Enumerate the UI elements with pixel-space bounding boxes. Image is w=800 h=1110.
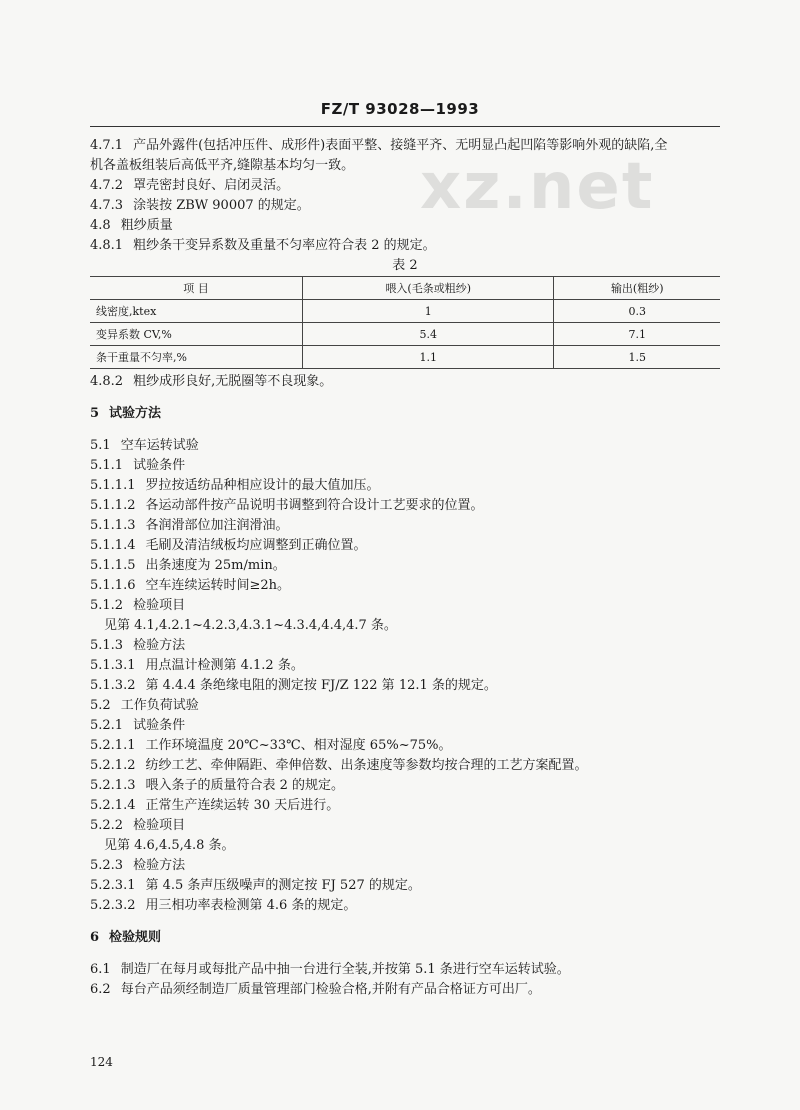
clause-5-2-1-3: 5.2.1.3 喂入条子的质量符合表 2 的规定。 — [90, 778, 345, 793]
table-caption: 表 2 — [392, 258, 418, 273]
clause-5-2-3-1: 5.2.3.1 第 4.5 条声压级噪声的测定按 FJ 527 的规定。 — [90, 878, 421, 893]
clause-5-2-1-1: 5.2.1.1 工作环境温度 20℃~33℃、相对湿度 65%~75%。 — [90, 738, 452, 753]
clause-5-2-2: 5.2.2 检验项目 — [90, 818, 186, 833]
clause-5-2-2-text: 见第 4.6,4.5,4.8 条。 — [104, 838, 235, 853]
table-cell: 1.5 — [554, 346, 720, 369]
document-body — [90, 136, 720, 1000]
table-cell: 5.4 — [303, 323, 554, 346]
table-cell: 变异系数 CV,% — [90, 323, 303, 346]
clause-5-2-1-2: 5.2.1.2 纺纱工艺、牵伸隔距、牵伸倍数、出条速度等参数均按合理的工艺方案配置。 — [90, 758, 588, 773]
clause-4-7-1: 4.7.1 产品外露件(包括冲压件、成形件)表面平整、接缝平齐、无明显凸起凹陷等影响外观的缺陷,全 — [90, 138, 668, 153]
table-row — [90, 346, 720, 369]
section-5-heading: 5 试验方法 — [90, 406, 162, 421]
clause-5-1-2: 5.1.2 检验项目 — [90, 598, 186, 613]
table-header-row — [90, 277, 720, 300]
table-header-cell: 输出(粗纱) — [554, 277, 720, 300]
clause-4-8-2: 4.8.2 粗纱成形良好,无脱圈等不良现象。 — [90, 374, 333, 389]
section-6-heading: 6 检验规则 — [90, 930, 162, 945]
table-header-cell: 项 目 — [90, 277, 303, 300]
clause-5-2-1: 5.2.1 试验条件 — [90, 718, 186, 733]
clause-5-1-1-5: 5.1.1.5 出条速度为 25m/min。 — [90, 558, 286, 573]
clause-4-8-1: 4.8.1 粗纱条干变异系数及重量不匀率应符合表 2 的规定。 — [90, 238, 436, 253]
standard-code-header: FZ/T 93028—1993 — [320, 100, 480, 118]
clause-4-7-3: 4.7.3 涂装按 ZBW 90007 的规定。 — [90, 198, 310, 213]
clause-5-2-1-4: 5.2.1.4 正常生产连续运转 30 天后进行。 — [90, 798, 340, 813]
clause-5-1-3-1: 5.1.3.1 用点温计检测第 4.1.2 条。 — [90, 658, 304, 673]
clause-5-2: 5.2 工作负荷试验 — [90, 698, 199, 713]
header-rule — [90, 126, 720, 127]
watermark: xz.net — [420, 150, 655, 224]
table-cell: 1.1 — [303, 346, 554, 369]
clause-5-1-3-2: 5.1.3.2 第 4.4.4 条绝缘电阻的测定按 FJ/Z 122 第 12.1 条的规定。 — [90, 678, 497, 693]
clause-5-1-1-6: 5.1.1.6 空车连续运转时间≥2h。 — [90, 578, 291, 593]
table-2 — [90, 276, 720, 369]
page-number: 124 — [90, 1055, 113, 1069]
clause-5-1: 5.1 空车运转试验 — [90, 438, 199, 453]
table-row — [90, 323, 720, 346]
clause-6-1: 6.1 制造厂在每月或每批产品中抽一台进行全装,并按第 5.1 条进行空车运转试验。 — [90, 962, 570, 977]
table-cell: 1 — [303, 300, 554, 323]
clause-5-1-1-4: 5.1.1.4 毛刷及清洁绒板均应调整到正确位置。 — [90, 538, 367, 553]
clause-5-1-3: 5.1.3 检验方法 — [90, 638, 186, 653]
table-cell: 0.3 — [554, 300, 720, 323]
clause-4-8: 4.8 粗纱质量 — [90, 218, 173, 233]
clause-5-1-1-1: 5.1.1.1 罗拉按适纺品种相应设计的最大值加压。 — [90, 478, 380, 493]
table-cell: 条干重量不匀率,% — [90, 346, 303, 369]
table-cell: 线密度,ktex — [90, 300, 303, 323]
clause-5-2-3: 5.2.3 检验方法 — [90, 858, 186, 873]
clause-5-1-1: 5.1.1 试验条件 — [90, 458, 186, 473]
clause-5-1-1-3: 5.1.1.3 各润滑部位加注润滑油。 — [90, 518, 289, 533]
clause-5-1-1-2: 5.1.1.2 各运动部件按产品说明书调整到符合设计工艺要求的位置。 — [90, 498, 484, 513]
table-header-cell: 喂入(毛条或粗纱) — [303, 277, 554, 300]
clause-4-7-2: 4.7.2 罩壳密封良好、启闭灵活。 — [90, 178, 290, 193]
clause-6-2: 6.2 每台产品须经制造厂质量管理部门检验合格,并附有产品合格证方可出厂。 — [90, 982, 541, 997]
clause-4-7-1-cont: 机各盖板组装后高低平齐,缝隙基本均匀一致。 — [90, 158, 355, 173]
clause-5-1-2-text: 见第 4.1,4.2.1~4.2.3,4.3.1~4.3.4,4.4,4.7 条。 — [104, 618, 397, 633]
clause-5-2-3-2: 5.2.3.2 用三相功率表检测第 4.6 条的规定。 — [90, 898, 357, 913]
table-cell: 7.1 — [554, 323, 720, 346]
table-row — [90, 300, 720, 323]
